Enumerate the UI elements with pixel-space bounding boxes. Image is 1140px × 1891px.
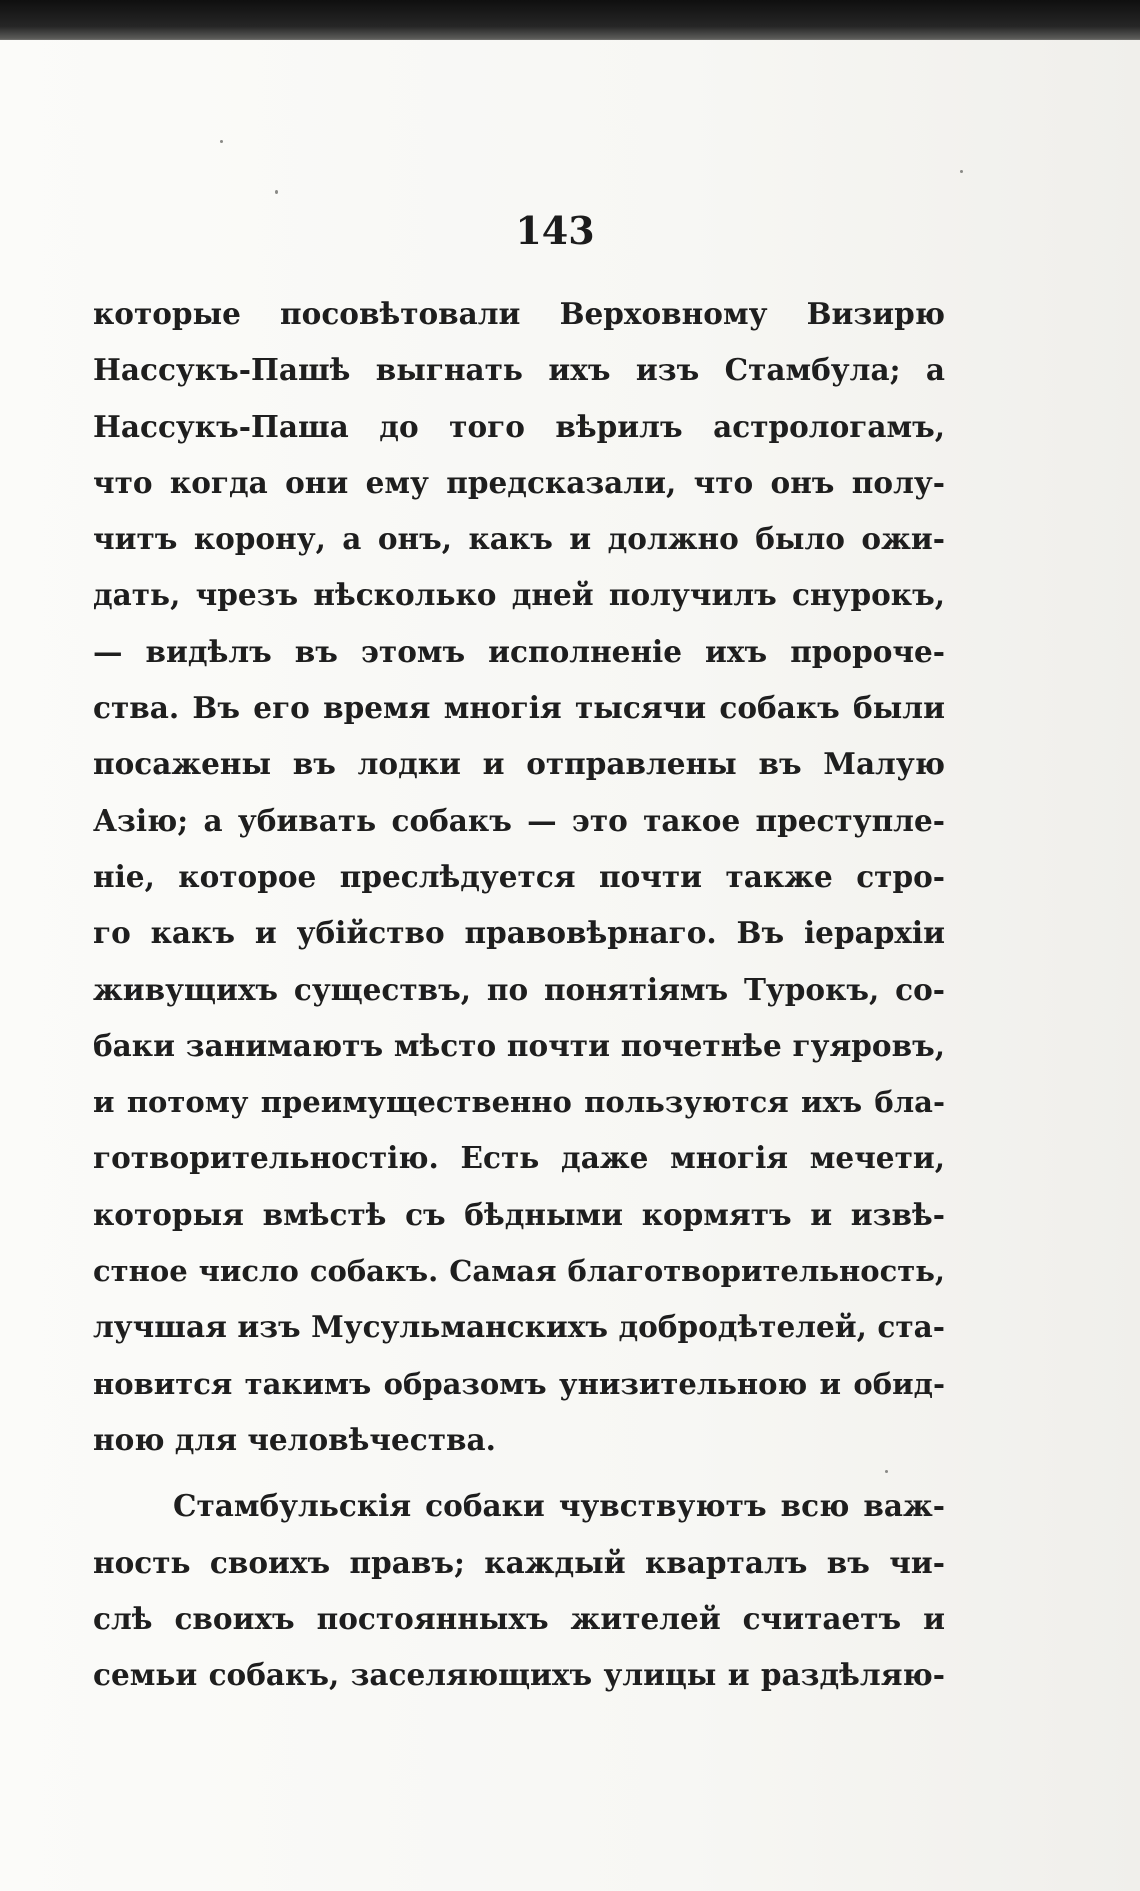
text-line: го какъ и убійство правовѣрнаго. Въ іерархіи (93, 915, 945, 951)
text-line: и потому преимущественно пользуются ихъ бла- (93, 1085, 945, 1120)
text-line: стное число собакъ. Самая благотворительность, (93, 1254, 945, 1289)
text-line: ною для человѣчества. (93, 1421, 496, 1457)
text-line: ства. Въ его время многія тысячи собакъ были (93, 690, 945, 726)
paragraph-gap (93, 1468, 945, 1478)
body-text (93, 286, 945, 1703)
print-speck (275, 190, 278, 194)
text-line: — видѣлъ въ этомъ исполненіе ихъ пророче- (93, 633, 945, 669)
print-speck (220, 140, 223, 143)
text-line: готворительностію. Есть даже многія мечети, (93, 1140, 945, 1176)
text-line: которыя вмѣстѣ съ бѣдными кормятъ и извѣ- (93, 1196, 945, 1232)
paragraph-1 (93, 286, 945, 1468)
text-line: Нассукъ-Пашѣ выгнать ихъ изъ Стамбула; а (93, 352, 945, 388)
text-line: новится такимъ образомъ унизительною и обид- (93, 1366, 945, 1401)
print-speck (960, 170, 963, 173)
text-line: живущихъ существъ, по понятіямъ Турокъ, со- (93, 971, 945, 1007)
text-line: посажены въ лодки и отправлены въ Малую (93, 746, 945, 782)
text-line: читъ корону, а онъ, какъ и должно было ожи- (93, 521, 945, 557)
text-line: Нассукъ-Паша до того вѣрилъ астрологамъ, (93, 408, 945, 444)
text-line: ность своихъ правъ; каждый кварталъ въ чи- (93, 1544, 945, 1580)
text-line: которые посовѣтовали Верховному Визирю (93, 296, 945, 331)
text-line: семьи собакъ, заселяющихъ улицы и раздѣляю- (93, 1657, 945, 1693)
text-line: ніе, которое преслѣдуется почти также стро- (93, 858, 945, 894)
text-line: баки занимаютъ мѣсто почти почетнѣе гуяровъ, (93, 1027, 945, 1063)
paragraph-2 (93, 1478, 945, 1703)
text-line: Стамбульскія собаки чувствуютъ всю важ- (173, 1488, 945, 1524)
text-line: лучшая изъ Мусульманскихъ добродѣтелей, ста- (93, 1309, 945, 1345)
text-line: дать, чрезъ нѣсколько дней получилъ снурокъ, (93, 577, 945, 613)
text-line: Азію; а убивать собакъ — это такое преступле- (93, 802, 945, 838)
text-line: что когда они ему предсказали, что онъ полу- (93, 464, 945, 500)
page-number: 143 (515, 208, 595, 253)
text-line: слѣ своихъ постоянныхъ жителей считаетъ и (93, 1600, 945, 1636)
